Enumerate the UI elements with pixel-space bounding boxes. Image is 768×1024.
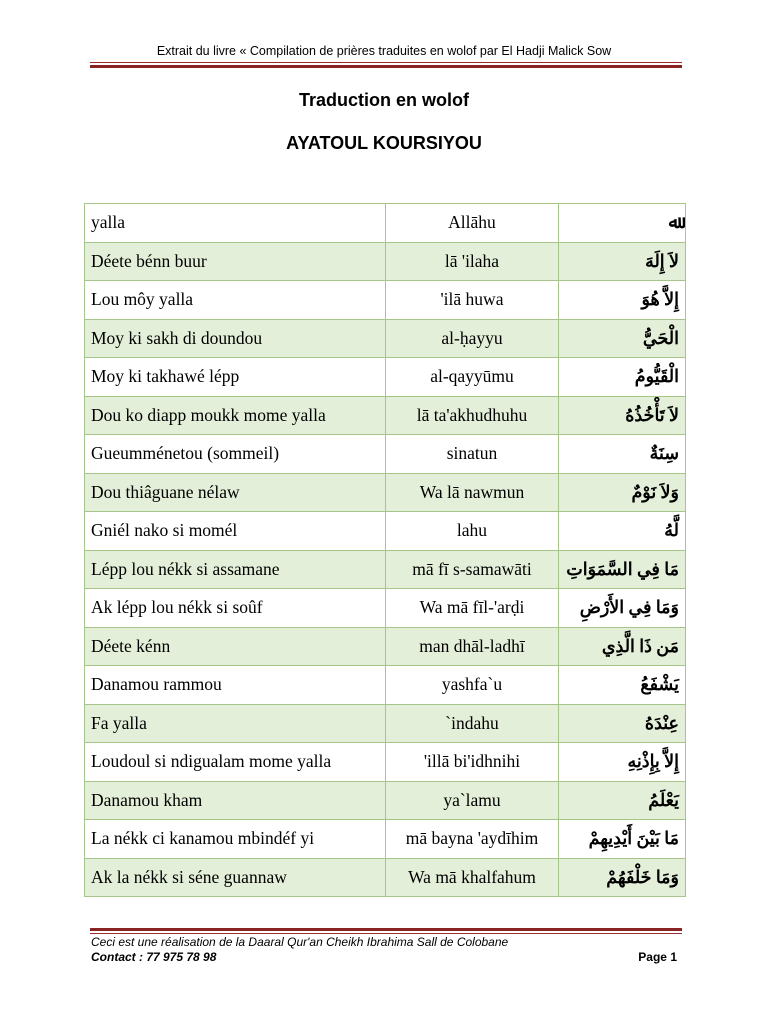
table-row	[85, 704, 686, 743]
transliteration-cell: al-ḥayyu	[386, 319, 559, 358]
transliteration-cell: yashfa`u	[386, 666, 559, 705]
table-row	[85, 781, 686, 820]
arabic-cell: يَشْفَعُ	[559, 666, 686, 705]
transliteration-cell: mā bayna 'aydīhim	[386, 820, 559, 859]
arabic-cell: لَّهُ	[559, 512, 686, 551]
wolof-cell: Déete bénn buur	[85, 242, 386, 281]
footer-credit: Ceci est une réalisation de la Daaral Qur'an Cheikh Ibrahima Sall de Colobane	[91, 935, 509, 949]
wolof-cell: Dou ko diapp moukk mome yalla	[85, 396, 386, 435]
arabic-cell: إِلاَّ بِإِذْنِهِ	[559, 743, 686, 782]
transliteration-cell: mā fī s-samawāti	[386, 550, 559, 589]
page-subtitle: AYATOUL KOURSIYOU	[286, 133, 482, 153]
arabic-cell: لاَ إِلَهَ	[559, 242, 686, 281]
wolof-cell: Gueumménetou (sommeil)	[85, 435, 386, 474]
footer-rule-thick	[90, 928, 682, 931]
footer-rule-thin	[90, 933, 682, 934]
arabic-cell: لاَ تَأْخُذُهُ	[559, 396, 686, 435]
page-header: Extrait du livre « Compilation de prières traduites en wolof par El Hadji Malick Sow	[156, 44, 612, 58]
wolof-cell: Fa yalla	[85, 704, 386, 743]
arabic-cell: عِنْدَهُ	[559, 704, 686, 743]
wolof-cell: yalla	[85, 204, 386, 243]
arabic-cell: ﷲ	[559, 204, 686, 243]
table-row	[85, 473, 686, 512]
header-rule-thin	[90, 62, 682, 63]
table-row	[85, 666, 686, 705]
transliteration-cell: Wa mā khalfahum	[386, 858, 559, 897]
wolof-cell: Danamou kham	[85, 781, 386, 820]
transliteration-cell: lahu	[386, 512, 559, 551]
transliteration-cell: sinatun	[386, 435, 559, 474]
transliteration-cell: Wa mā fīl-'arḍi	[386, 589, 559, 628]
wolof-cell: Danamou rammou	[85, 666, 386, 705]
table-row	[85, 204, 686, 243]
arabic-cell: وَمَا خَلْفَهُمْ	[559, 858, 686, 897]
wolof-cell: Lou môy yalla	[85, 281, 386, 320]
wolof-cell: Dou thiâguane nélaw	[85, 473, 386, 512]
arabic-cell: يَعْلَمُ	[559, 781, 686, 820]
table-row	[85, 435, 686, 474]
wolof-cell: Ak lépp lou nékk si soûf	[85, 589, 386, 628]
arabic-cell: وَلاَ نَوْمٌ	[559, 473, 686, 512]
arabic-cell: الْحَيُّ	[559, 319, 686, 358]
table-row	[85, 242, 686, 281]
wolof-cell: Loudoul si ndigualam mome yalla	[85, 743, 386, 782]
arabic-cell: إِلاَّ هُوَ	[559, 281, 686, 320]
header-rule-thick	[90, 65, 682, 68]
arabic-cell: وَمَا فِي الأَرْضِ	[559, 589, 686, 628]
arabic-cell: مَا بَيْنَ أَيْدِيهِمْ	[559, 820, 686, 859]
table-row	[85, 858, 686, 897]
wolof-cell: Gniél nako si momél	[85, 512, 386, 551]
page-number: Page 1	[638, 950, 677, 964]
wolof-cell: Ak la nékk si séne guannaw	[85, 858, 386, 897]
transliteration-cell: man dhāl-ladhī	[386, 627, 559, 666]
table-row	[85, 627, 686, 666]
arabic-cell: مَن ذَا الَّذِي	[559, 627, 686, 666]
wolof-cell: Moy ki sakh di doundou	[85, 319, 386, 358]
wolof-cell: Déete kénn	[85, 627, 386, 666]
table-row	[85, 319, 686, 358]
transliteration-cell: lā 'ilaha	[386, 242, 559, 281]
table-row	[85, 512, 686, 551]
transliteration-cell: ya`lamu	[386, 781, 559, 820]
table-row	[85, 589, 686, 628]
arabic-cell: مَا فِي السَّمَوَاتِ	[559, 550, 686, 589]
transliteration-cell: `indahu	[386, 704, 559, 743]
arabic-cell: الْقَيُّومُ	[559, 358, 686, 397]
wolof-cell: La nékk ci kanamou mbindéf yi	[85, 820, 386, 859]
transliteration-cell: 'ilā huwa	[386, 281, 559, 320]
page-title: Traduction en wolof	[299, 90, 469, 110]
transliteration-cell: al-qayyūmu	[386, 358, 559, 397]
transliteration-cell: Allāhu	[386, 204, 559, 243]
table-row	[85, 820, 686, 859]
transliteration-cell: 'illā bi'idhnihi	[386, 743, 559, 782]
translation-table	[84, 203, 686, 897]
table-row	[85, 358, 686, 397]
footer-contact: Contact : 77 975 78 98	[91, 950, 217, 964]
table-row	[85, 550, 686, 589]
transliteration-cell: lā ta'akhudhuhu	[386, 396, 559, 435]
transliteration-cell: Wa lā nawmun	[386, 473, 559, 512]
table-row	[85, 396, 686, 435]
table-row	[85, 281, 686, 320]
wolof-cell: Lépp lou nékk si assamane	[85, 550, 386, 589]
wolof-cell: Moy ki takhawé lépp	[85, 358, 386, 397]
arabic-cell: سِنَةٌ	[559, 435, 686, 474]
table-row	[85, 743, 686, 782]
